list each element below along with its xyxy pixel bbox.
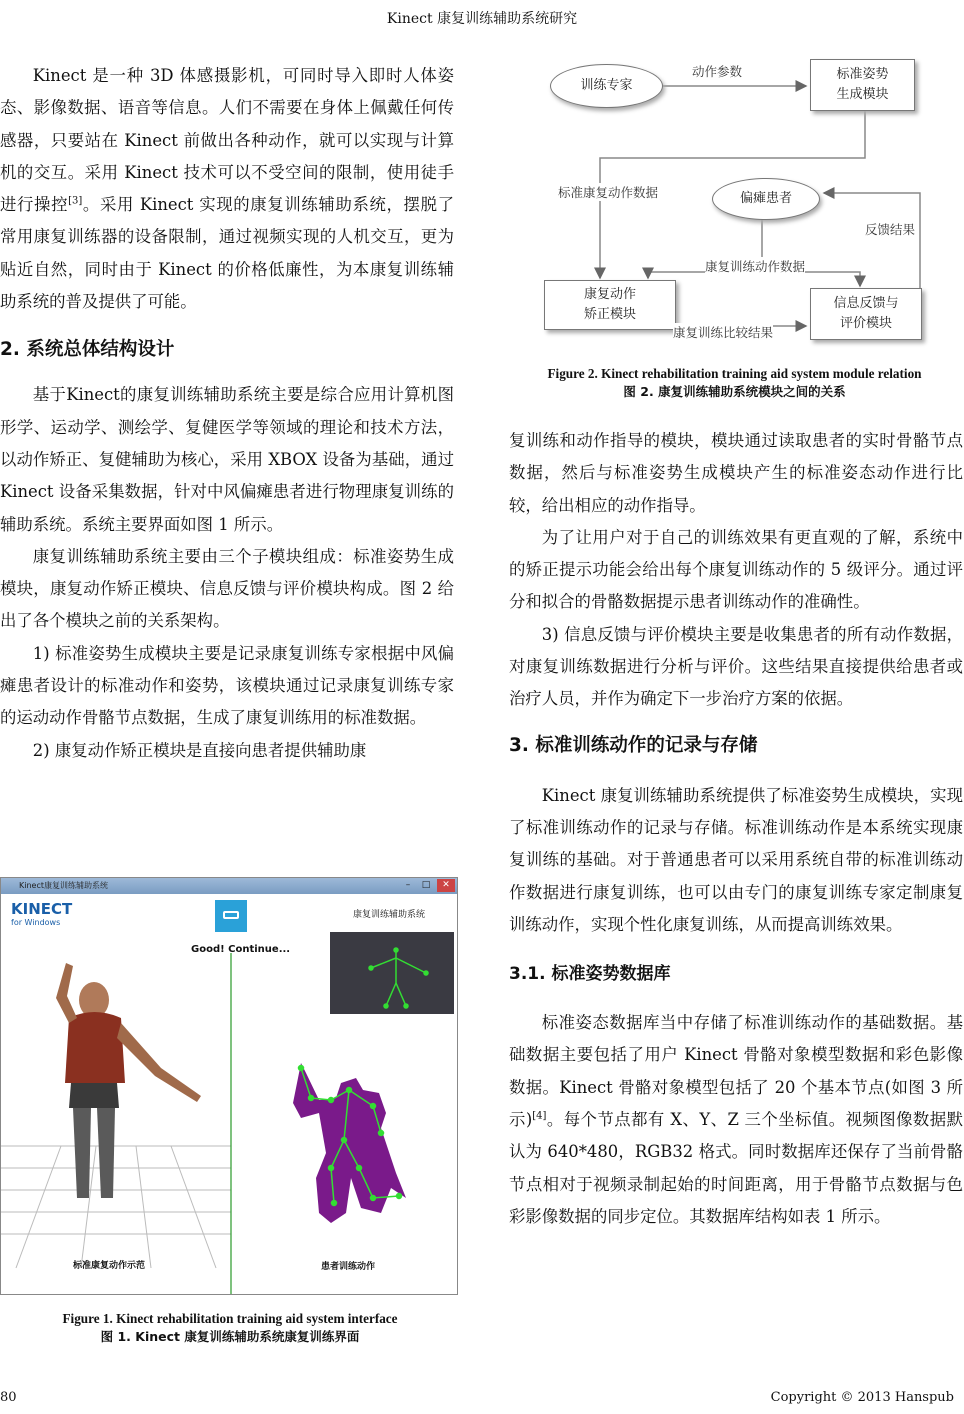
- minimize-button[interactable]: –: [405, 880, 411, 890]
- std-data-label: 标准康复动作数据: [558, 185, 659, 200]
- paragraph: 康复训练辅助系统主要由三个子模块组成：标准姿势生成模块，康复动作矫正模块、信息反馈与评价模块构成。图 2 给出了各个模块之前的关系架构。: [0, 546, 454, 631]
- running-header: Kinect 康复训练辅助系统研究: [386, 11, 578, 27]
- figure-1-caption: [0, 1310, 460, 1346]
- left-column: [0, 60, 454, 767]
- status-message: Good! Continue...: [191, 944, 291, 955]
- app-title: 康复训练辅助系统: [353, 910, 426, 920]
- figure-2-caption: [505, 365, 964, 401]
- section-2-title: 2. 系统总体结构设计: [0, 339, 175, 361]
- caption-zh: 图 1. Kinect 康复训练辅助系统康复训练界面: [100, 1329, 360, 1344]
- page-number: 80: [0, 1390, 17, 1405]
- camera-preview: [330, 932, 454, 1014]
- paragraph: Kinect 康复训练辅助系统提供了标准姿势生成模块，实现了标准训练动作的记录与存储。标准训练动作是本系统实现康复训练的基础。对于普通患者可以采用系统自带的标准训练动作数据进行康复训练，也可以由专门的康复训练专家定制康复训练动作，实现个性化康复训练，从而提高训练效果。: [509, 785, 963, 934]
- caption-en: Figure 2. Kinect rehabilitation training aid system module relation: [547, 366, 922, 381]
- caption-en: Figure 1. Kinect rehabilitation training aid system interface: [62, 1311, 398, 1326]
- window-title: Kinect康复训练辅助系统: [19, 881, 108, 890]
- info-feedback-module: 信息反馈与 评价模块: [810, 288, 922, 340]
- paragraph: 基于Kinect的康复训练辅助系统主要是综合应用计算机图形学、运动学、测绘学、复健医学等领域的理论和技术方法，以动作矫正、复健辅助为核心，采用 XBOX 设备为基础，通过 Kinect 设备采集数据，针对中风偏瘫患者进行物理康复训练的辅助系统。系统主要界面如图 1 所示。: [0, 385, 454, 534]
- section-3-1-title: 3.1. 标准姿势数据库: [509, 964, 671, 985]
- figure-2-diagram: [530, 50, 950, 350]
- avatar-figure: [56, 963, 201, 1198]
- paragraph: 3) 信息反馈与评价模块主要是收集患者的所有动作数据，对康复训练数据进行分析与评价。这些结果直接提供给患者或治疗人员，并作为确定下一步治疗方案的依据。: [509, 624, 963, 709]
- intro-paragraph: Kinect 是一种 3D 体感摄影机，可同时导入即时人体姿态、影像数据、语音等信息。人们不需要在身体上佩戴任何传感器，只要站在 Kinect 前做出各种动作，就可以实现与计算机的交互。采用 Kinect 技术可以不受空间的限制，使用徒手进行操控[3]。采用 Kinect 实现的康复训练辅助系统，摆脱了常用康复训练器的设备限制，通过视频实现的人机交互，更为贴近自然，同时由于 Kinect 的价格低廉性，为本康复训练辅助系统的普及提供了可能。: [0, 66, 455, 312]
- paragraph: 2) 康复动作矫正模块是直接向患者提供辅助康: [32, 740, 367, 760]
- action-params-label: 动作参数: [692, 64, 743, 79]
- maximize-button[interactable]: □: [421, 880, 431, 890]
- expert-node: 训练专家: [550, 64, 663, 108]
- caption-zh: 图 2. 康复训练辅助系统模块之间的关系: [623, 384, 846, 399]
- floor-grid: [1, 1146, 231, 1268]
- close-button[interactable]: ✕: [437, 879, 455, 892]
- paragraph: 复训练和动作指导的模块，模块通过读取患者的实时骨骼节点数据，然后与标准姿势生成模块产生的标准姿态动作进行比较，给出相应的动作指导。: [509, 431, 963, 515]
- compare-result-label: 康复训练比较结果: [673, 325, 774, 340]
- scene-canvas: [1, 878, 458, 1295]
- kinect-logo-sub: for Windows: [11, 918, 61, 927]
- figure-1-screenshot: [0, 877, 458, 1295]
- right-column: [509, 425, 963, 1233]
- left-panel-label: 标准康复动作示范: [73, 1261, 146, 1271]
- copyright: Copyright © 2013 Hanspub: [770, 1390, 954, 1405]
- correction-module: 康复动作 矫正模块: [544, 280, 676, 330]
- paragraph: 为了让用户对于自己的训练效果有更直观的了解，系统中的矫正提示功能会给出每个康复训练动作的 5 级评分。通过评分和拟合的骨骼数据提示患者训练动作的准确性。: [509, 527, 963, 612]
- section-3-title: 3. 标准训练动作的记录与存储: [509, 734, 758, 756]
- paragraph: 1) 标准姿势生成模块主要是记录康复训练专家根据中风偏瘫患者设计的标准动作和姿势，该模块通过记录康复训练专家的运动动作骨骼节点数据，生成了康复训练用的标准数据。: [0, 643, 454, 728]
- motion-data-label: 康复训练动作数据: [705, 259, 806, 274]
- paragraph: 标准姿态数据库当中存储了标准训练动作的基础数据。基础数据主要包括了用户 Kinect 骨骼对象模型数据和彩色影像数据。Kinect 骨骼对象模型包括了 20 个基本节点(如图 3 所示)[4]。每个节点都有 X、Y、Z 三个坐标值。视频图像数据默认为 640*480，RGB32 格式。同时数据库还保存了当前骨骼节点相对于视频录制起始的时间距离，用于骨骼节点数据与色彩影像数据的同步定位。其数据库结构如表 1 所示。: [509, 1013, 964, 1226]
- std-posture-module: 标准姿势 生成模块: [810, 59, 915, 111]
- patient-node: 偏瘫患者: [712, 178, 820, 220]
- right-panel-label: 患者训练动作: [321, 1262, 376, 1272]
- feedback-result-label: 反馈结果: [865, 222, 916, 237]
- kinect-logo: KINECT: [11, 900, 73, 918]
